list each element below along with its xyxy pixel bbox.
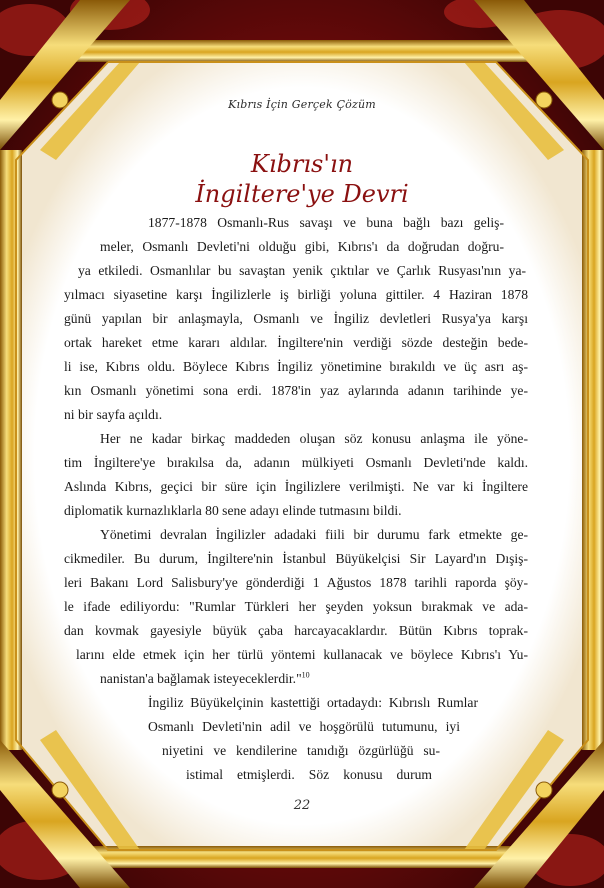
text-line: meler, Osmanlı Devleti'ni olduğu gibi, Kıbrıs'ı da doğrudan doğru- — [100, 239, 504, 254]
text-line: ni bir sayfa açıldı. — [64, 407, 163, 422]
gold-bar-top — [70, 40, 534, 62]
text-line: kın Osmanlı yönetimi sona erdi. 1878'in yaz aylarında adanın tarihinde ye- — [64, 383, 528, 398]
text-line: ya etkiledi. Osmanlılar bu savaştan yenik çıktılar ve Çarlık Rusyası'nın ya- — [78, 263, 526, 278]
text-line — [100, 670, 310, 688]
running-header: Kıbrıs İçin Gerçek Çözüm — [228, 98, 376, 111]
gold-column-left — [0, 150, 22, 750]
text-line: le ifade ediliyordu: "Rumlar Türkleri her şeyden yoksun bırakmak ve ada- — [64, 599, 528, 614]
text-line: niyetini ve kendilerine tanıdığı özgürlüğü su- — [162, 743, 440, 758]
text-line: 1877-1878 Osmanlı-Rus savaşı ve buna bağlı bazı geliş- — [148, 215, 504, 230]
chapter-title-line-2: İngiltere'ye Devri — [195, 180, 409, 208]
text-line: diplomatik kurnazlıklarla 80 sene adayı elinde tutmasını bildi. — [64, 503, 402, 518]
gold-column-right — [582, 150, 604, 750]
text-line: ortak hareket etme kararı aldılar. İngiltere'nin verdiği sözde desteğin bede- — [64, 335, 528, 350]
text-line-content: nanistan'a bağlamak isteyeceklerdir." — [100, 671, 302, 686]
text-line: yılmacı siyasetine karşı İngilizlerle iş birliği yoluna gittiler. 4 Haziran 1878 — [64, 287, 528, 302]
text-line: larını elde etmek için her türlü yöntemi kullanacak ve böylece Kıbrıs'ı Yu- — [76, 647, 528, 662]
text-line: cikmediler. Bu durum, İngiltere'nin İstanbul Büyükelçisi Sir Layard'ın Dışiş- — [64, 551, 528, 566]
text-line: leri Bakanı Lord Salisbury'ye gönderdiği 1 Ağustos 1878 tarihli raporda şöy- — [64, 575, 528, 590]
text-line: Her ne kadar birkaç maddeden oluşan söz konusu anlaşma ile yöne- — [100, 431, 528, 446]
text-line: İngiliz Büyükelçinin kastettiği ortadaydı: Kıbrıslı Rumlar — [148, 695, 478, 710]
text-line: Yönetimi devralan İngilizler adadaki fiili bir durumu fark etmekte ge- — [100, 527, 528, 542]
text-line: Osmanlı Devleti'nin adil ve hoşgörülü tutumunu, iyi — [148, 719, 460, 734]
footnote-reference: 10 — [301, 670, 310, 680]
text-line: tim İngiltere'ye bırakılsa da, adanın mülkiyeti Osmanlı Devleti'nde kaldı. — [64, 455, 528, 470]
text-line: günü yapılan bir anlaşmayla, Osmanlı ve İngiliz devletleri Rusya'ya karşı — [64, 311, 528, 326]
text-line: li ise, Kıbrıs oldu. Böylece Kıbrıs İngiliz yönetimine bırakıldı ve üç asrı aş- — [64, 359, 528, 374]
page-number: 22 — [293, 798, 311, 813]
chapter-title-line-1: Kıbrıs'ın — [250, 150, 354, 178]
text-line: Aslında Kıbrıs, geçici bir süre için İngilizlere verilmişti. Ne var ki İngiltere — [64, 479, 528, 494]
text-line: dan kovmak gayesiyle büyük çaba harcayacaklardır. Bütün Kıbrıs toprak- — [64, 623, 528, 638]
text-line: istimal etmişlerdi. Söz konusu durum — [186, 767, 432, 782]
